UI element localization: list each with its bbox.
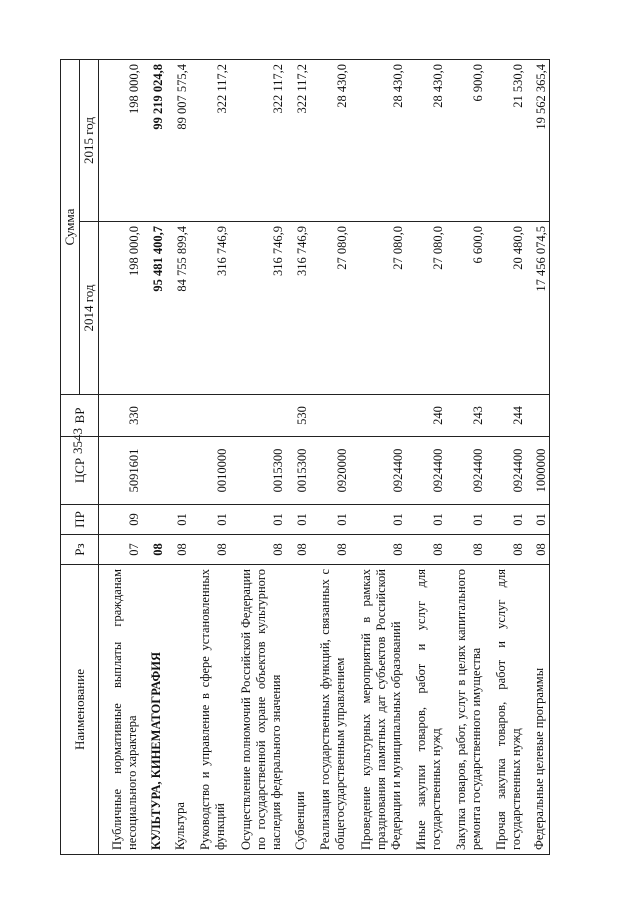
row-rz: 08 (350, 535, 406, 565)
row-sum-2015: 99 219 024,8 (142, 60, 166, 222)
row-csr: 1000000 (526, 437, 550, 505)
row-pr: 01 (310, 505, 350, 535)
row-rz: 08 (142, 535, 166, 565)
row-sum-2015: 89 007 575,4 (166, 60, 190, 222)
row-sum-2015: 322 117,2 (230, 60, 286, 222)
row-sum-2015: 28 430,0 (406, 60, 446, 222)
row-rz: 08 (526, 535, 550, 565)
row-rz: 08 (310, 535, 350, 565)
row-name: Субвенции (286, 565, 310, 855)
row-pr: 01 (350, 505, 406, 535)
row-rz: 07 (99, 535, 142, 565)
table-row (526, 60, 550, 855)
table-row (230, 60, 286, 855)
row-csr: 0924400 (406, 437, 446, 505)
row-rz: 08 (230, 535, 286, 565)
header-rz: Рз (61, 535, 99, 565)
row-sum-2015: 6 900,0 (446, 60, 486, 222)
row-sum-2014: 20 480,0 (486, 222, 526, 395)
row-csr (166, 437, 190, 505)
row-pr: 01 (446, 505, 486, 535)
row-sum-2015: 198 000,0 (99, 60, 142, 222)
table-body (99, 60, 550, 855)
row-csr: 0924400 (486, 437, 526, 505)
row-pr: 01 (526, 505, 550, 535)
row-name: Иные закупки товаров, работ и услуг для государственных нужд (406, 565, 446, 855)
row-rz: 08 (166, 535, 190, 565)
budget-table (60, 59, 550, 855)
row-vr: 243 (446, 395, 486, 437)
row-sum-2014: 95 481 400,7 (142, 222, 166, 395)
row-pr: 01 (190, 505, 230, 535)
row-csr: 0015300 (286, 437, 310, 505)
row-name: Публичные нормативные выплаты гражданам несоциального характера (99, 565, 142, 855)
row-name: КУЛЬТУРА, КИНЕМАТОГРАФИЯ (142, 565, 166, 855)
row-csr: 0920000 (310, 437, 350, 505)
row-vr: 240 (406, 395, 446, 437)
row-vr (310, 395, 350, 437)
header-2014: 2014 год (80, 222, 99, 395)
row-sum-2014: 27 080,0 (406, 222, 446, 395)
row-pr (142, 505, 166, 535)
row-sum-2014: 198 000,0 (99, 222, 142, 395)
table-row (166, 60, 190, 855)
row-sum-2014: 17 456 074,5 (526, 222, 550, 395)
row-name: Прочая закупка товаров, работ и услуг для государственных нужд (486, 565, 526, 855)
page-number: 3543 (70, 428, 85, 454)
table-row (190, 60, 230, 855)
row-pr: 01 (230, 505, 286, 535)
row-sum-2014: 84 755 899,4 (166, 222, 190, 395)
row-name: Руководство и управление в сфере установленных функций (190, 565, 230, 855)
row-sum-2014: 27 080,0 (310, 222, 350, 395)
row-rz: 08 (286, 535, 310, 565)
row-sum-2014: 316 746,9 (286, 222, 310, 395)
row-sum-2015: 322 117,2 (190, 60, 230, 222)
row-csr: 5091601 (99, 437, 142, 505)
row-name: Осуществление полномочий Российской Федерации по государственной охране объектов культурного наследия федерального значения (230, 565, 286, 855)
table-row (99, 60, 142, 855)
table-row (350, 60, 406, 855)
row-sum-2014: 6 600,0 (446, 222, 486, 395)
header-name: Наименование (61, 565, 99, 855)
row-sum-2015: 28 430,0 (350, 60, 406, 222)
row-sum-2015: 322 117,2 (286, 60, 310, 222)
row-sum-2015: 21 530,0 (486, 60, 526, 222)
row-csr: 0924400 (446, 437, 486, 505)
row-name: Закупка товаров, работ, услуг в целях капитального ремонта государственного имущества (446, 565, 486, 855)
header-vr: ВР (61, 395, 99, 437)
row-pr: 01 (166, 505, 190, 535)
row-name: Реализация государственных функций, связанных с общегосударственным управлением (310, 565, 350, 855)
row-csr: 0015300 (230, 437, 286, 505)
row-pr: 01 (406, 505, 446, 535)
row-pr: 01 (486, 505, 526, 535)
row-vr (190, 395, 230, 437)
row-sum-2015: 28 430,0 (310, 60, 350, 222)
row-sum-2014: 316 746,9 (230, 222, 286, 395)
header-sum: Сумма (61, 60, 80, 395)
row-vr (166, 395, 190, 437)
row-csr: 0924400 (350, 437, 406, 505)
row-pr: 01 (286, 505, 310, 535)
row-rz: 08 (446, 535, 486, 565)
table-row (310, 60, 350, 855)
table-row (286, 60, 310, 855)
row-vr: 530 (286, 395, 310, 437)
row-rz: 08 (406, 535, 446, 565)
row-vr (350, 395, 406, 437)
header-pr: ПР (61, 505, 99, 535)
row-sum-2014: 27 080,0 (350, 222, 406, 395)
row-sum-2014: 316 746,9 (190, 222, 230, 395)
row-vr: 330 (99, 395, 142, 437)
row-csr: 0010000 (190, 437, 230, 505)
row-pr: 09 (99, 505, 142, 535)
row-vr (526, 395, 550, 437)
row-name: Проведение культурных мероприятий в рамках празднования памятных дат субъектов Российской Федерации и муниципальных образований (350, 565, 406, 855)
rotated-page-content (60, 60, 600, 855)
row-name: Федеральные целевые программы (526, 565, 550, 855)
row-rz: 08 (190, 535, 230, 565)
row-name: Культура (166, 565, 190, 855)
table-row (446, 60, 486, 855)
row-vr: 244 (486, 395, 526, 437)
table-row (486, 60, 526, 855)
row-csr (142, 437, 166, 505)
row-vr (142, 395, 166, 437)
table-row (142, 60, 166, 855)
row-vr (230, 395, 286, 437)
row-rz: 08 (486, 535, 526, 565)
header-csr: ЦСР (61, 437, 99, 505)
row-sum-2015: 19 562 365,4 (526, 60, 550, 222)
header-2015: 2015 год (80, 60, 99, 222)
table-row (406, 60, 446, 855)
